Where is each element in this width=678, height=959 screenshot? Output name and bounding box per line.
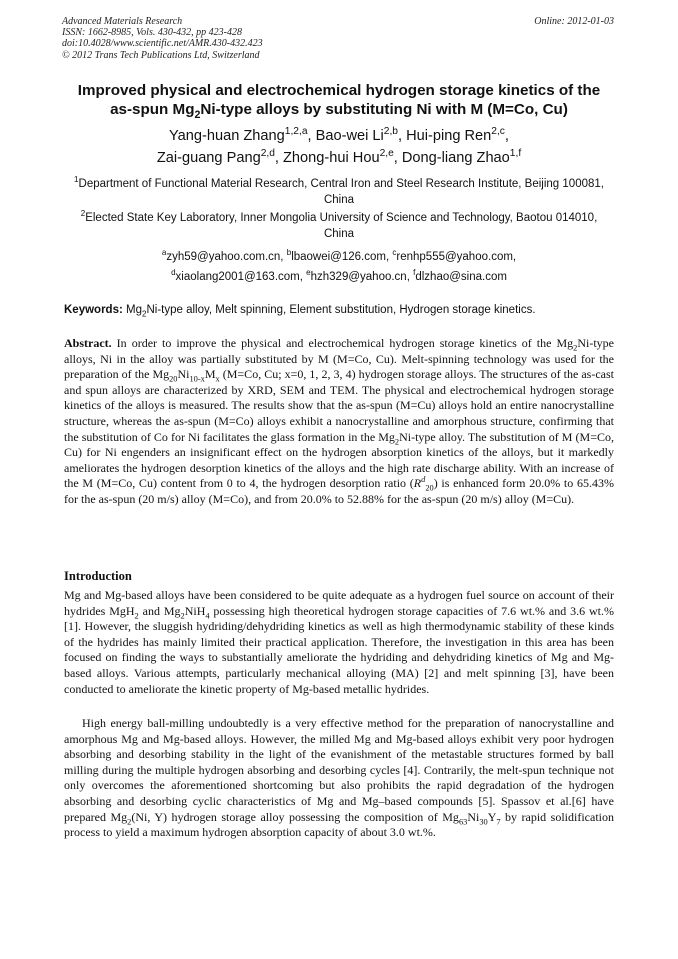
intro-paragraph-1 — [64, 588, 614, 697]
abstract-text: (M=Co, Cu; x=0, 1, 2, 3, 4) hydrogen storage alloys. The structures of the as-cast and spun alloys are characterized by XRD, SEM and TEM. The physical and electrochemical hydrogen storage kinetics of the alloys is measured. The results show that the as-spun (M=Cu) alloys hold an entire nanocrystalline structure, whereas the as-spun (M=Co) alloys exhibit a nanocrystalline and amorphous structure, confirming that the substitution of Co for Ni facilitates the glass formation in the Mg — [64, 367, 614, 444]
author-sup: 1,2,a — [284, 126, 308, 138]
keywords — [64, 303, 616, 317]
body-text: by rapid solidification process to yield a maximum hydrogen absorption capacity of about 3.0 wt.%. — [64, 809, 615, 840]
email-sup: b — [286, 248, 292, 258]
author-separator: , — [504, 128, 509, 144]
email-sup: e — [306, 268, 311, 278]
abstract — [64, 336, 614, 508]
abstract-subscript: 2 — [394, 436, 400, 446]
body-subscript: 2 — [134, 610, 139, 620]
author-list — [48, 125, 630, 169]
email-sup: d — [171, 268, 176, 278]
abstract-text: In order to improve the physical and electrochemical hydrogen storage kinetics of the Mg — [111, 336, 574, 350]
intro-paragraph-2 — [64, 716, 614, 841]
title-text: as-spun Mg — [110, 101, 195, 118]
email-link[interactable]: xiaolang2001@163.com, — [175, 271, 307, 283]
email-link[interactable]: dlzhao@sina.com — [415, 271, 507, 283]
body-text: possessing high theoretical hydrogen storage capacities of 7.6 wt.% and 3.6 wt.% [1]. However, the sluggish hydriding/dehydriding kinetics as well as high thermodynamic stability of these kinds of the hydrides has mainly limited their practical application. Therefore, the investigation in this area has been focused on finding the ways to substantially ameliorate the hydriding and dehydriding kinetics of Mg and Mg-based alloys. Various attempts, particularly mechanical alloying (MA) [2] and melt spinning [3], have been conducted to ameliorate the kinetic property of Mg-based metallic hydrides. — [64, 603, 614, 696]
body-text: Y — [487, 809, 497, 824]
section-heading-introduction: Introduction — [64, 569, 132, 583]
body-text: Mg and Mg-based alloys have been considered to be quite adequate as a hydrogen fuel source on account of their hydrides MgH — [64, 588, 614, 618]
abstract-subscript: 10-x — [189, 374, 205, 384]
email-sup: c — [392, 248, 397, 258]
paper-title — [48, 81, 630, 122]
body-subscript: 2 — [127, 816, 132, 826]
body-text: NiH — [184, 603, 206, 618]
abstract-label: Abstract. — [64, 336, 112, 350]
desorption-ratio-symbol: R — [413, 476, 422, 491]
abstract-text: M — [204, 367, 216, 382]
journal-name: Advanced Materials Research — [62, 16, 183, 27]
body-text: High energy ball-milling undoubtedly is a very effective method for the preparation of nanocrystalline and amorphous Mg and Mg-based alloys. However, the milled Mg and Mg-based alloys exhibit very poor hydrogen absorbing and desorbing stability in the light of the evanishment of the metastable structures formed by ball milling during the multiple hydrogen absorbing and desorbing cycles [4]. Contrarily, the melt-spun technique not only overcomes the aforementioned shortcoming but also prohibits the rapid degradation of the hydrogen absorbing and desorbing cyclic characteristics of Mg and Mg–based compounds [5]. Spassov et al.[6] have prepared Mg — [64, 716, 614, 824]
affiliation-2 — [70, 211, 608, 242]
author-name: Bao-wei Li — [315, 128, 384, 144]
issn-line: ISSN: 1662-8985, Vols. 430-432, pp 423-428 — [62, 27, 242, 39]
author-sup: 2,c — [491, 126, 505, 138]
email-list — [70, 247, 608, 287]
email-link[interactable]: zyh59@yahoo.com.cn, — [166, 251, 287, 263]
title-line-1: Improved physical and electrochemical hydrogen storage kinetics of the — [77, 82, 601, 99]
journal-header — [62, 16, 614, 61]
email-link[interactable]: lbaowei@126.com, — [291, 251, 393, 263]
author-separator: , — [274, 150, 284, 166]
copyright-line: © 2012 Trans Tech Publications Ltd, Switzerland — [62, 49, 260, 61]
body-subscript: 7 — [496, 816, 501, 826]
abstract-text: Ni-type alloys, Ni in the alloy was partially substituted by M (M=Co, Cu). Melt-spinning technology was used for the preparation of the Mg — [64, 336, 614, 382]
author-sup: 1,f — [509, 148, 522, 160]
desorption-ratio-sup: d — [421, 475, 426, 485]
author-name: Yang-huan Zhang — [169, 128, 285, 144]
desorption-ratio-sub: 20 — [425, 483, 434, 493]
doi-line[interactable]: doi:10.4028/www.scientific.net/AMR.430-432.423 — [62, 38, 263, 50]
author-separator: , — [393, 150, 402, 166]
affiliation-text: Department of Functional Material Research, Central Iron and Steel Research Institute, Beijing 100081, China — [78, 178, 604, 206]
body-text: (Ni, Y) hydrogen storage alloy possessing the composition of Mg — [131, 809, 459, 824]
author-name: Hui-ping Ren — [406, 128, 492, 144]
title-subscript: 2 — [194, 109, 201, 122]
author-sup: 2,b — [383, 126, 398, 138]
keywords-text: Ni-type alloy, Melt spinning, Element substitution, Hydrogen storage kinetics. — [146, 304, 536, 316]
email-link[interactable]: renhp555@yahoo.com, — [396, 251, 517, 263]
title-line-2 — [48, 100, 630, 122]
affiliation-text: Elected State Key Laboratory, Inner Mongolia University of Science and Technology, Baotou 014010, China — [85, 212, 598, 240]
author-name: Dong-liang Zhao — [401, 150, 510, 166]
keywords-subscript: 2 — [141, 309, 147, 319]
email-link[interactable]: hzh329@yahoo.cn, — [310, 271, 414, 283]
abstract-text: Ni-type alloy. The substitution of M (M=Co, Cu) for Ni engenders an insignificant effect on the hydrogen absorption kinetics of the alloys, but it markedly ameliorates the hydrogen desorption kinetics of the alloys and the high rate discharge ability. With an increase of the M (M=Co, Cu) content from 0 to 4, the hydrogen desorption ratio ( — [64, 429, 614, 491]
abstract-subscript: 20 — [169, 374, 178, 384]
abstract-subscript: x — [215, 374, 220, 384]
title-text: Ni-type alloys by substituting Ni with M (M=Co, Cu) — [200, 101, 568, 118]
author-line-2 — [48, 147, 630, 169]
body-subscript: 63 — [458, 816, 468, 826]
email-line-1 — [70, 247, 608, 267]
author-separator: , — [307, 128, 316, 144]
affiliation-sup: 1 — [74, 175, 79, 185]
email-sup: a — [161, 248, 167, 258]
body-subscript: 30 — [479, 816, 488, 826]
author-sup: 2,e — [379, 148, 394, 160]
author-line-1 — [48, 125, 630, 147]
keywords-label: Keywords: — [64, 304, 123, 316]
author-name: Zhong-hui Hou — [283, 150, 380, 166]
author-name: Zai-guang Pang — [156, 150, 261, 166]
body-text: Ni — [467, 809, 480, 824]
affiliation-sup: 2 — [80, 209, 86, 219]
email-sup: f — [413, 268, 416, 278]
author-sup: 2,d — [260, 148, 275, 160]
online-date: Online: 2012-01-03 — [534, 16, 614, 27]
email-line-2 — [70, 267, 608, 287]
body-text: and Mg — [138, 603, 181, 618]
author-separator: , — [397, 128, 407, 144]
keywords-text: Mg — [122, 304, 142, 316]
body-subscript: 2 — [180, 610, 185, 620]
abstract-text: ) is enhanced form 20.0% to 65.43% for the as-spun (20 m/s) alloy (M=Co), and from 20.0% to 52.88% for the as-spun (20 m/s) alloy (M=Cu). — [64, 476, 614, 506]
affiliation-1 — [70, 177, 608, 208]
abstract-subscript: 2 — [573, 343, 578, 353]
abstract-text: Ni — [177, 367, 190, 382]
body-subscript: 4 — [205, 610, 210, 620]
